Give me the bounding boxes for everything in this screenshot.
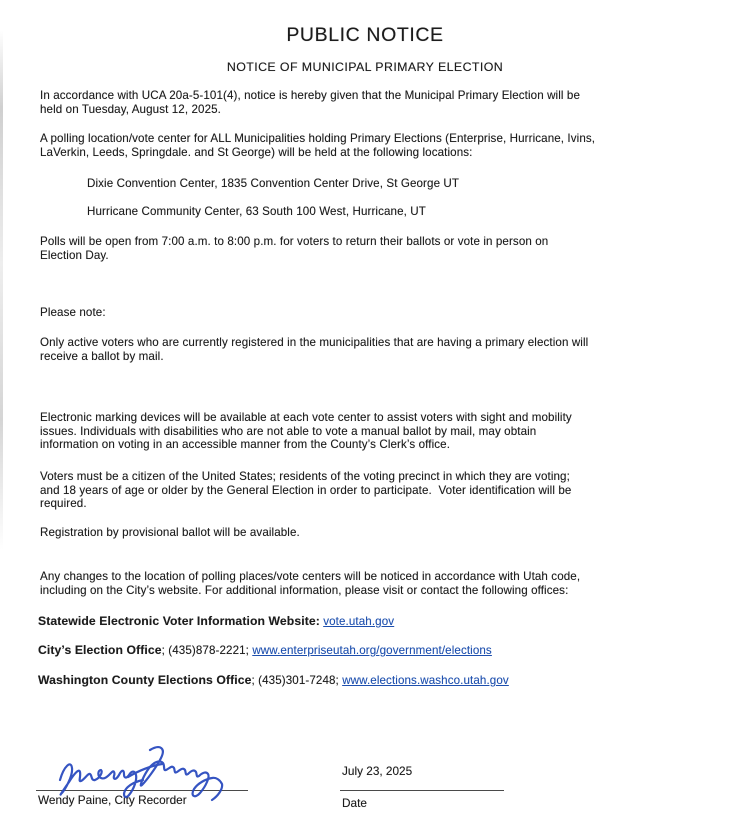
text-line: Voters must be a citizen of the United States; residents of the voting precinct in which they are voting;	[40, 470, 570, 483]
date-label: Date	[342, 796, 367, 810]
document-subtitle: NOTICE OF MUNICIPAL PRIMARY ELECTION	[226, 60, 504, 74]
paragraph-polling-locations	[40, 132, 595, 159]
text-line: In accordance with UCA 20a-5-101(4), notice is hereby given that the Municipal Primary Election will be	[40, 89, 581, 102]
paragraph-please-note	[40, 306, 106, 320]
text-line: Polls will be open from 7:00 a.m. to 8:00 p.m. for voters to return their ballots or vote in person on	[40, 235, 549, 248]
text-line: held on Tuesday, August 12, 2025.	[40, 102, 221, 116]
text-line: Registration by provisional ballot will be available.	[40, 526, 300, 539]
office-label: Statewide Electronic Voter Information Website:	[38, 614, 320, 628]
text-line: Only active voters who are currently registered in the municipalities that are having a primary election will	[40, 336, 589, 349]
signature-date-value: July 23, 2025	[342, 764, 413, 778]
text-line: Any changes to the location of polling places/vote centers will be noticed in accordance with Utah code,	[40, 570, 581, 583]
office-separator: ; (435)301-7248;	[251, 674, 343, 687]
page-title: PUBLIC NOTICE	[286, 24, 444, 46]
text-line: Dixie Convention Center, 1835 Convention Center Drive, St George UT	[87, 177, 460, 190]
paragraph-poll-hours	[40, 235, 548, 262]
text-line: issues. Individuals with disabilities who are not able to vote a manual ballot by mail, may obtain	[40, 424, 537, 438]
text-line: Electronic marking devices will be available at each vote center to assist voters with sight and mobility	[40, 411, 572, 424]
text-line: including on the City’s website. For additional information, please visit or contact the following offices:	[40, 583, 569, 597]
text-line: and 18 years of age or older by the General Election in order to participate. Voter identification will be	[40, 483, 572, 497]
office-label: City’s Election Office	[38, 643, 162, 657]
link-enterpriseutah-elections[interactable]: www.enterpriseutah.org/government/elections	[252, 644, 492, 657]
text-line: A polling location/vote center for ALL Municipalities holding Primary Elections (Enterprise, Hurricane, Ivins,	[40, 132, 596, 145]
office-city-election	[38, 643, 492, 658]
text-line: Election Day.	[40, 248, 109, 262]
text-line: Hurricane Community Center, 63 South 100 West, Hurricane, UT	[87, 205, 426, 218]
text-line: receive a ballot by mail.	[40, 349, 164, 363]
paragraph-intro	[40, 89, 580, 116]
paragraph-location-changes	[40, 570, 580, 597]
text-line: information on voting in an accessible manner from the County’s Clerk’s office.	[40, 438, 451, 451]
signer-name: Wendy Paine, City Recorder	[38, 793, 187, 807]
paragraph-provisional-ballot	[40, 526, 300, 540]
signature-line	[36, 790, 248, 791]
office-statewide-voter-website	[38, 614, 394, 629]
text-line: LaVerkin, Leeds, Springdale. and St George) will be held at the following locations:	[40, 145, 473, 159]
location-item-dixie-convention-center	[87, 177, 459, 191]
office-label: Washington County Elections Office	[38, 673, 252, 687]
office-washington-county-elections	[38, 673, 509, 688]
paragraph-voter-eligibility	[40, 470, 571, 511]
link-elections-washco-utah-gov[interactable]: www.elections.washco.utah.gov	[342, 674, 509, 687]
scan-artifact-left-edge	[0, 30, 3, 550]
paragraph-accessibility	[40, 411, 572, 452]
text-line: Please note:	[40, 306, 106, 319]
date-line	[340, 790, 504, 791]
office-separator: ; (435)878-2221;	[161, 644, 253, 657]
location-item-hurricane-community-center	[87, 205, 426, 219]
text-line: required.	[40, 497, 87, 510]
paragraph-mail-ballot	[40, 336, 588, 363]
link-vote-utah-gov[interactable]: vote.utah.gov	[323, 615, 395, 628]
